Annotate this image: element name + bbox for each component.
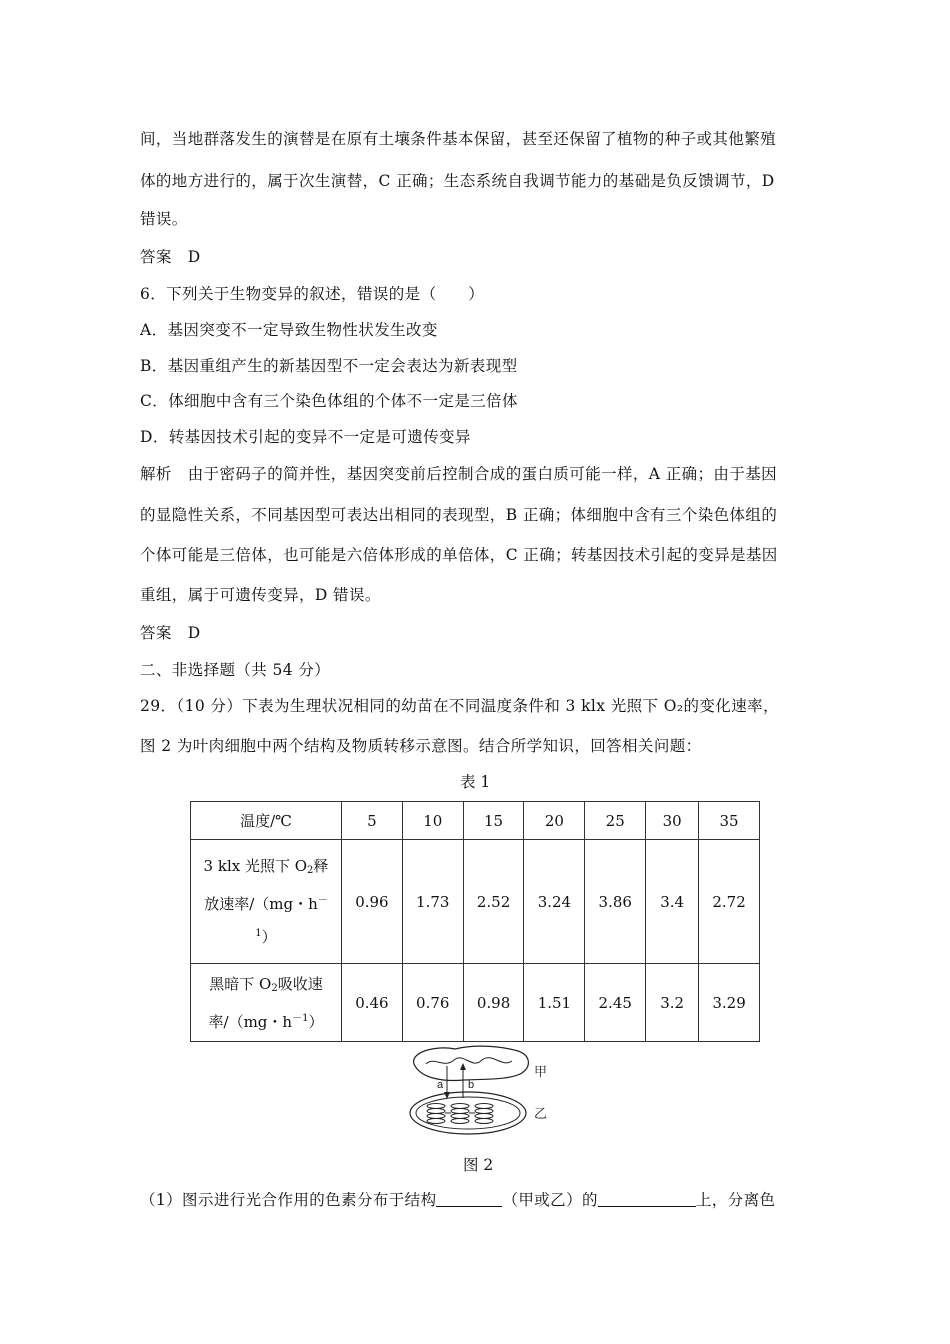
question-29-stem-line-2: 图 2 为叶肉细胞中两个结构及物质转移示意图。结合所学知识，回答相关问题：: [140, 737, 702, 755]
arrow-b-head: [460, 1063, 466, 1070]
table-header-row: [191, 802, 760, 840]
q6-explanation-line-2: 的显隐性关系，不同基因型可表达出相同的表现型，B 正确；体细胞中含有三个染色体组的: [140, 506, 778, 524]
q6-option-c: C．体细胞中含有三个染色体组的个体不一定是三倍体: [140, 392, 518, 410]
mitochondrion-outline: [414, 1046, 529, 1080]
explanation-prev-line-2: 体的地方进行的，属于次生演替，C 正确；生态系统自我调节能力的基础是负反馈调节，D: [140, 172, 775, 190]
temperature-cell: 20: [524, 802, 585, 840]
q6-answer: 答案 D: [140, 624, 201, 642]
light-release-row: [191, 840, 760, 964]
grana-middle: [451, 1104, 469, 1124]
organelle-diagram: [400, 1042, 560, 1142]
temperature-cell: 10: [402, 802, 463, 840]
label-yi: 乙: [534, 1107, 548, 1122]
temperature-cell: 5: [342, 802, 403, 840]
answer-blank-location[interactable]: [598, 1192, 696, 1207]
rate-table: [190, 801, 760, 1042]
dark-absorb-value: 1.51: [524, 964, 585, 1042]
chloroplast-outer: [410, 1092, 526, 1134]
mitochondrion-cristae: [426, 1058, 512, 1064]
answer-prev: 答案 D: [140, 248, 201, 266]
q29-subquestion-1: （1）图示进行光合作用的色素分布于结构 （甲或乙）的 上，分离色: [140, 1191, 776, 1209]
question-6-stem: 6．下列关于生物变异的叙述，错误的是（ ）: [140, 285, 485, 303]
light-release-value: 3.86: [585, 840, 646, 964]
temperature-cell: 25: [585, 802, 646, 840]
label-jia: 甲: [534, 1065, 548, 1080]
dark-absorb-row: [191, 964, 760, 1042]
dark-absorb-value: 2.45: [585, 964, 646, 1042]
q6-explanation-line-4: 重组，属于可遗传变异，D 错误。: [140, 586, 381, 604]
light-release-value: 3.24: [524, 840, 585, 964]
dark-absorb-value: 3.29: [699, 964, 760, 1042]
temperature-cell: 30: [646, 802, 699, 840]
explanation-prev-line-3: 错误。: [140, 210, 188, 228]
temperature-cell: 35: [699, 802, 760, 840]
light-release-value: 0.96: [342, 840, 403, 964]
q6-explanation-line-1: 解析 由于密码子的简并性，基因突变前后控制合成的蛋白质可能一样，A 正确；由于基因: [140, 465, 778, 483]
q6-option-b: B．基因重组产生的新基因型不一定会表达为新表现型: [140, 357, 518, 375]
label-b: b: [468, 1079, 475, 1091]
answer-blank-structure[interactable]: [436, 1192, 502, 1207]
light-release-label: 3 klx 光照下 $O_2$释 放速率/（mg・h－ $^1$）: [191, 840, 342, 964]
dark-absorb-label: 黑暗下 $O_2$吸收速 率/（mg・$h^{-1}$）: [191, 964, 342, 1042]
explanation-prev-line-1: 间，当地群落发生的演替是在原有土壤条件基本保留，甚至还保留了植物的种子或其他繁殖: [140, 130, 777, 148]
grana-right: [475, 1104, 493, 1124]
dark-absorb-value: 3.2: [646, 964, 699, 1042]
header-label-cell: 温度/℃: [191, 802, 342, 840]
light-release-value: 3.4: [646, 840, 699, 964]
grana-left: [427, 1104, 445, 1124]
q6-explanation-line-3: 个体可能是三倍体，也可能是六倍体形成的单倍体，C 正确；转基因技术引起的变异是基因: [140, 546, 778, 564]
question-29-stem-line-1: 29．（10 分）下表为生理状况相同的幼苗在不同温度条件和 3 klx 光照下 O₂的变化速率，: [140, 697, 779, 715]
dark-absorb-value: 0.76: [402, 964, 463, 1042]
dark-absorb-value: 0.46: [342, 964, 403, 1042]
label-a: a: [437, 1079, 444, 1091]
table-caption: 表 1: [460, 773, 491, 791]
light-release-value: 2.72: [699, 840, 760, 964]
section-2-title: 二、非选择题（共 54 分）: [140, 661, 331, 679]
q6-option-a: A．基因突变不一定导致生物性状发生改变: [140, 321, 438, 339]
light-release-value: 1.73: [402, 840, 463, 964]
temperature-cell: 15: [463, 802, 524, 840]
q6-option-d: D．转基因技术引起的变异不一定是可遗传变异: [140, 428, 471, 446]
dark-absorb-value: 0.98: [463, 964, 524, 1042]
light-release-value: 2.52: [463, 840, 524, 964]
figure-caption: 图 2: [463, 1156, 494, 1174]
